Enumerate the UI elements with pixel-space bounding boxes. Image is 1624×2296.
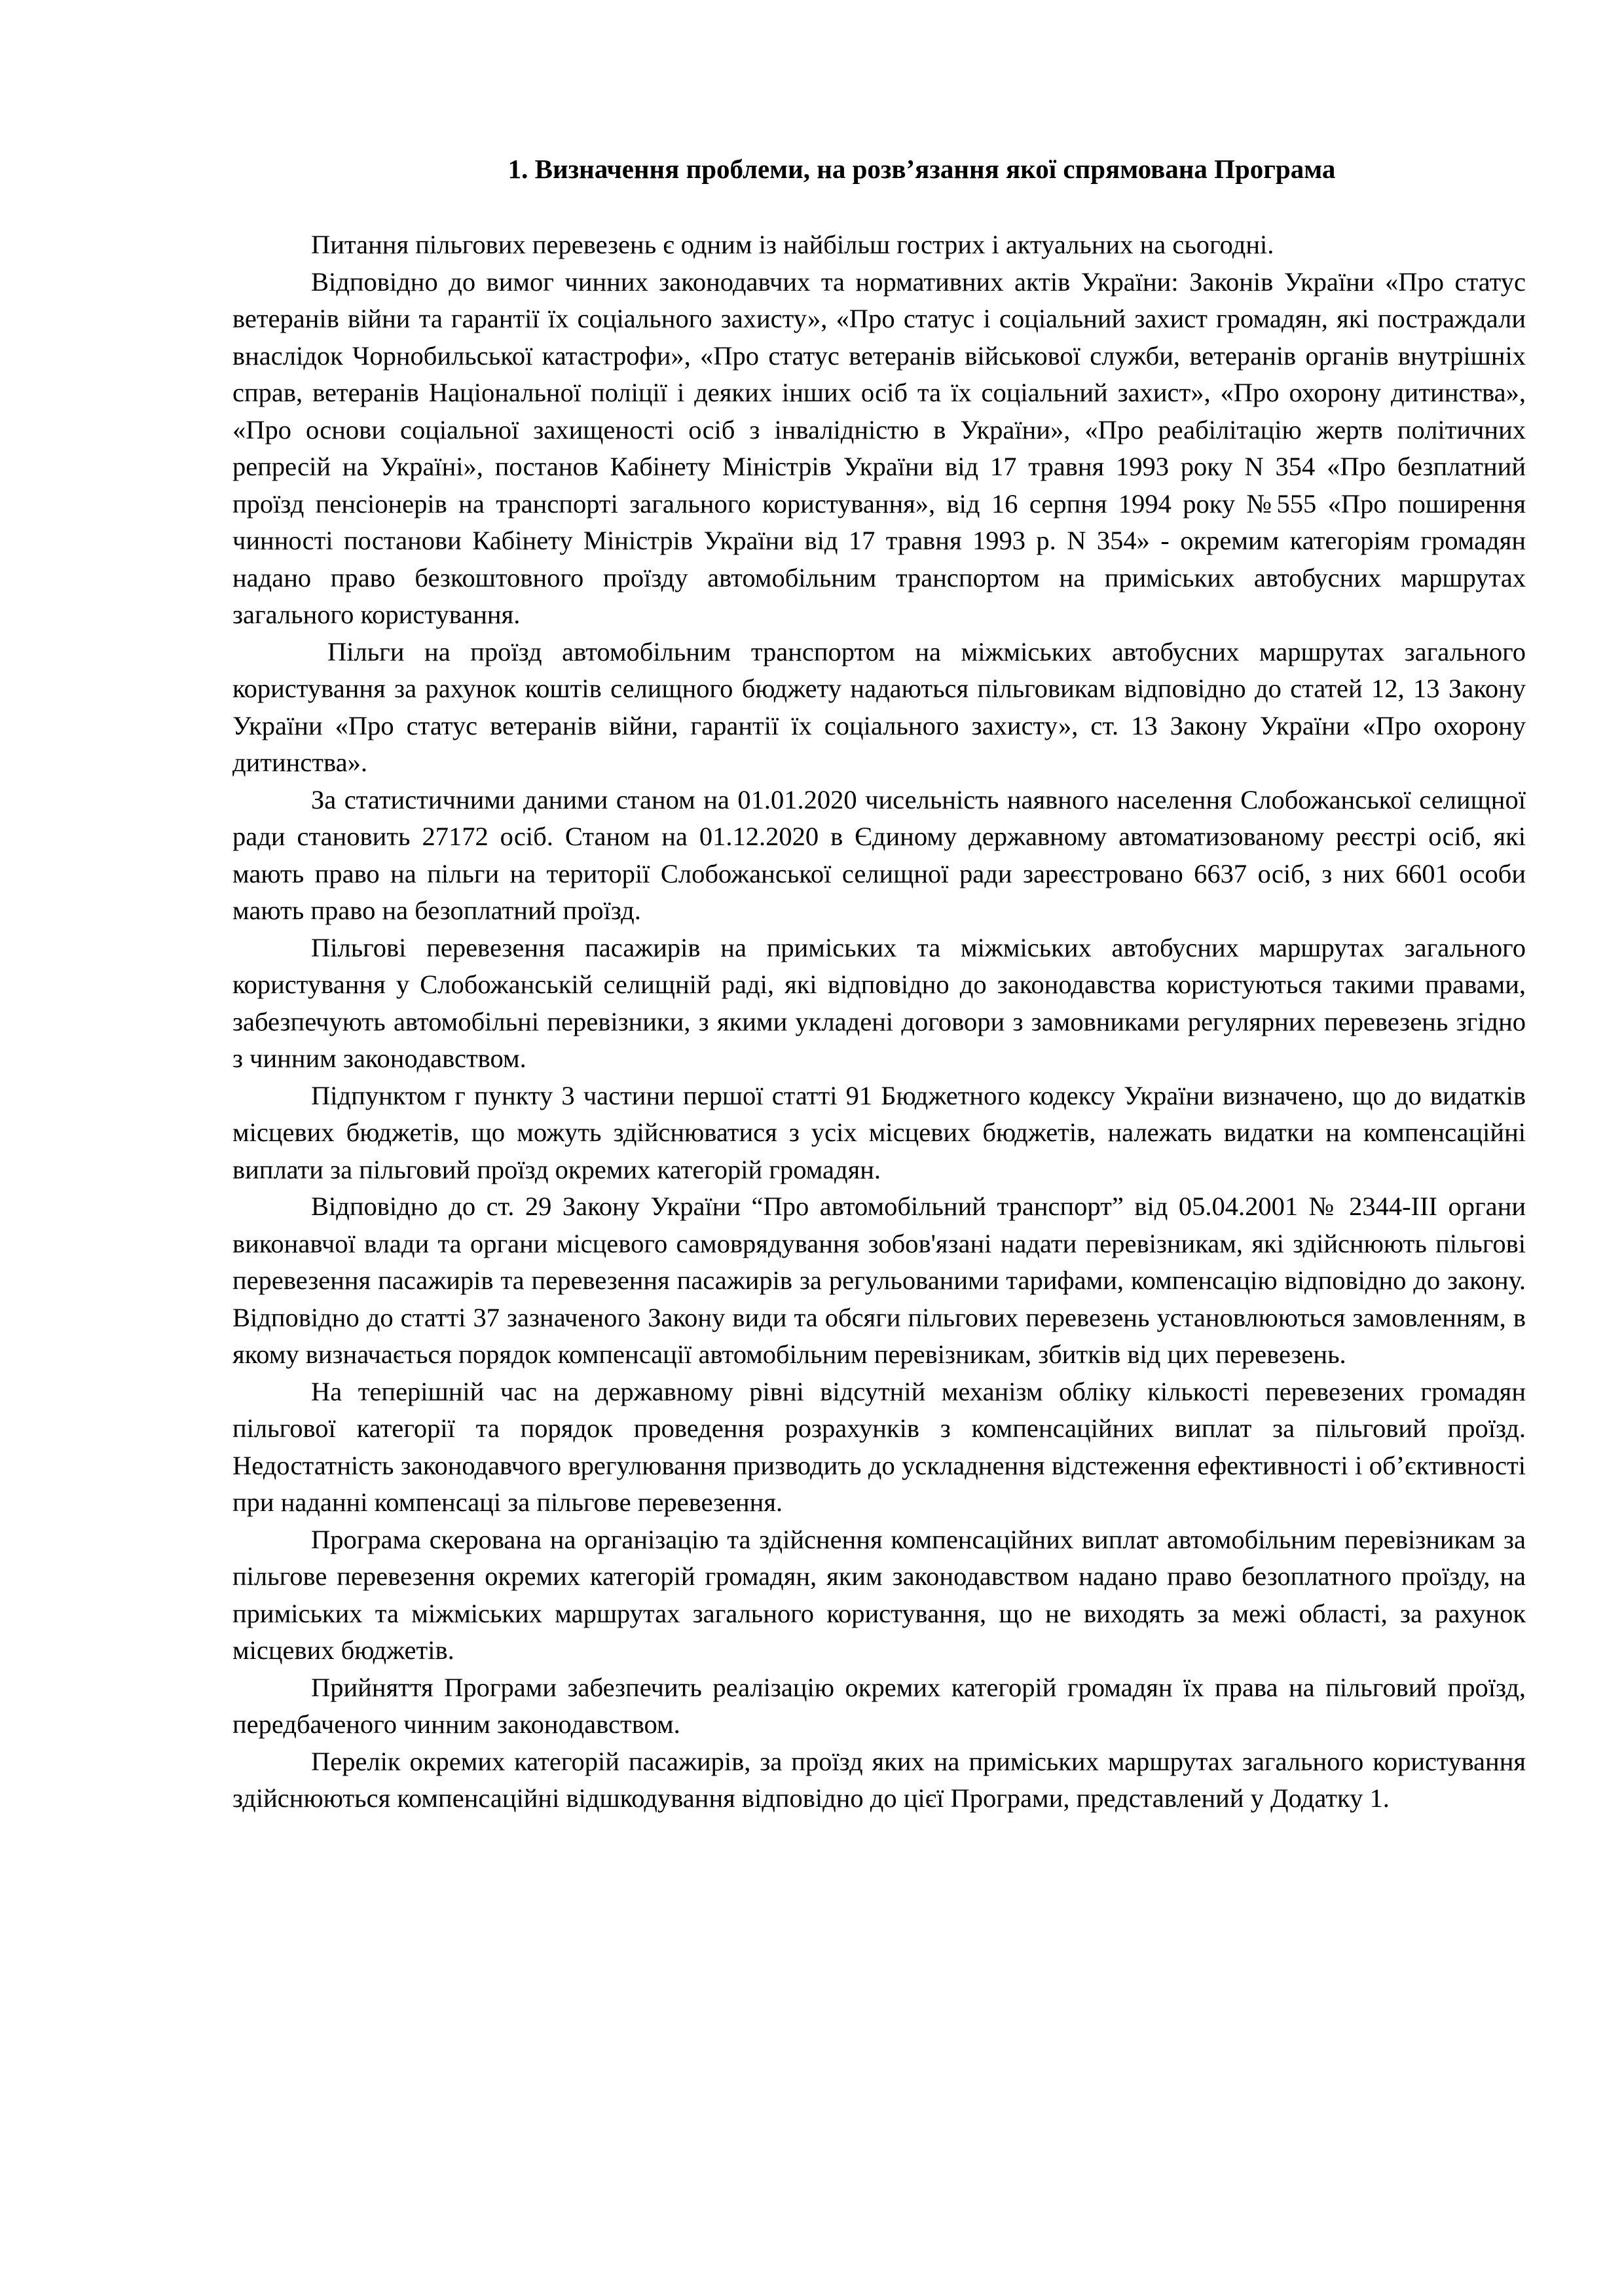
paragraph-statistics: За статистичними даними станом на 01.01.2020 чисельність наявного населення Слобожанської селищної ради становить 27172 осіб. Станом на 01.12.2020 в Єдиному державному автоматизованому реєстрі осіб, які мають право на пільги на території Слобожанської селищної ради зареєстровано 6637 осіб, з них 6601 особи мають право на безоплатний проїзд. [232,784,1526,925]
paragraph-carriers: Пільгові перевезення пасажирів на приміських та міжміських автобусних маршрутах загального користування у Слобожанській селищній раді, які відповідно до законодавства користуються такими правами, забезпечують автомобільні перевізники, з якими укладені договори з замовниками регулярних перевезень згідно з чинним законодавством. [232,932,1526,1073]
paragraph-intercity-benefits: Пільги на проїзд автомобільним транспортом на міжміських автобусних маршрутах загального користування за рахунок коштів селищного бюджету надаються пільговикам відповідно до статей 12, 13 Закону України «Про статус ветеранів війни, гарантії їх соціального захисту», ст. 13 Закону України «Про охорону дитинства». [232,636,1526,777]
paragraph-intro: Питання пільгових перевезень є одним із найбільш гострих і актуальних на сьогодні. [311,230,1274,259]
document-page [232,151,1526,1817]
paragraph-program-aim: Програма скерована на організацію та здійснення компенсаційних виплат автомобільним перевізникам за пільгове перевезення окремих категорій громадян, яким законодавством надано право безоплатного проїзду, на приміських та міжміських маршрутах загального користування, що не виходять за межі області, за рахунок місцевих бюджетів. [232,1524,1526,1665]
paragraph-appendix-reference: Перелік окремих категорій пасажирів, за проїзд яких на приміських маршрутах загального користування здійснюються компенсаційні відшкодування відповідно до цієї Програми, представлений у Додатку 1. [232,1746,1526,1813]
paragraph-legal-basis: Відповідно до вимог чинних законодавчих та нормативних актів України: Законів України «Про статус ветеранів війни та гарантії їх соціального захисту», «Про статус і соціальний захист громадян, які постраждали внаслідок Чорнобильської катастрофи», «Про статус ветеранів військової служби, ветеранів органів внутрішніх справ, ветеранів Національної поліції і деяких інших осіб та їх соціальний захист», «Про охорону дитинства», «Про основи соціальної захищеності осіб з інвалідністю в України», «Про реабілітацію жертв політичних репресій на Україні», постанов Кабінету Міністрів України від 17 травня 1993 року N 354 «Про безплатний проїзд пенсіонерів на транспорті загального користування», від 16 серпня 1994 року №555 «Про поширення чинності постанови Кабінету Міністрів України від 17 травня 1993 р. N 354» - окремим категоріям громадян надано право безкоштовного проїзду автомобільним транспортом на приміських автобусних маршрутах загального користування. [232,266,1526,629]
paragraph-transport-law: Відповідно до ст. 29 Закону України “Про автомобільний транспорт” від 05.04.2001 № 2344-III органи виконавчої влади та органи місцевого самоврядування зобов'язані надати перевізникам, які здійснюють пільгові перевезення пасажирів та перевезення пасажирів за регульованими тарифами, компенсацію відповідно до закону. Відповідно до статті 37 зазначеного Закону види та обсяги пільгових перевезень установлюються замовленням, в якому визначається порядок компенсації автомобільним перевізникам, збитків від цих перевезень. [232,1192,1526,1369]
paragraph-mechanism: На теперішній час на державному рівні відсутній механізм обліку кількості перевезених громадян пільгової категорії та порядок проведення розрахунків з компенсаційних виплат за пільговий проїзд. Недостатність законодавчого врегулювання призводить до ускладнення відстеження ефективності і об’єктивності при наданні компенсаці за пільгове перевезення. [232,1376,1526,1517]
paragraph-budget-code: Підпунктом г пункту 3 частини першої статті 91 Бюджетного кодексу України визначено, що до видатків місцевих бюджетів, що можуть здійснюватися з усіх місцевих бюджетів, належать видатки на компенсаційні виплати за пільговий проїзд окремих категорій громадян. [232,1080,1526,1184]
paragraph-program-adoption: Прийняття Програми забезпечить реалізацію окремих категорій громадян їх права на пільговий проїзд, передбаченого чинним законодавством. [232,1672,1526,1739]
section-heading: 1. Визначення проблеми, на розв’язання якої спрямована Програма [507,154,1336,184]
